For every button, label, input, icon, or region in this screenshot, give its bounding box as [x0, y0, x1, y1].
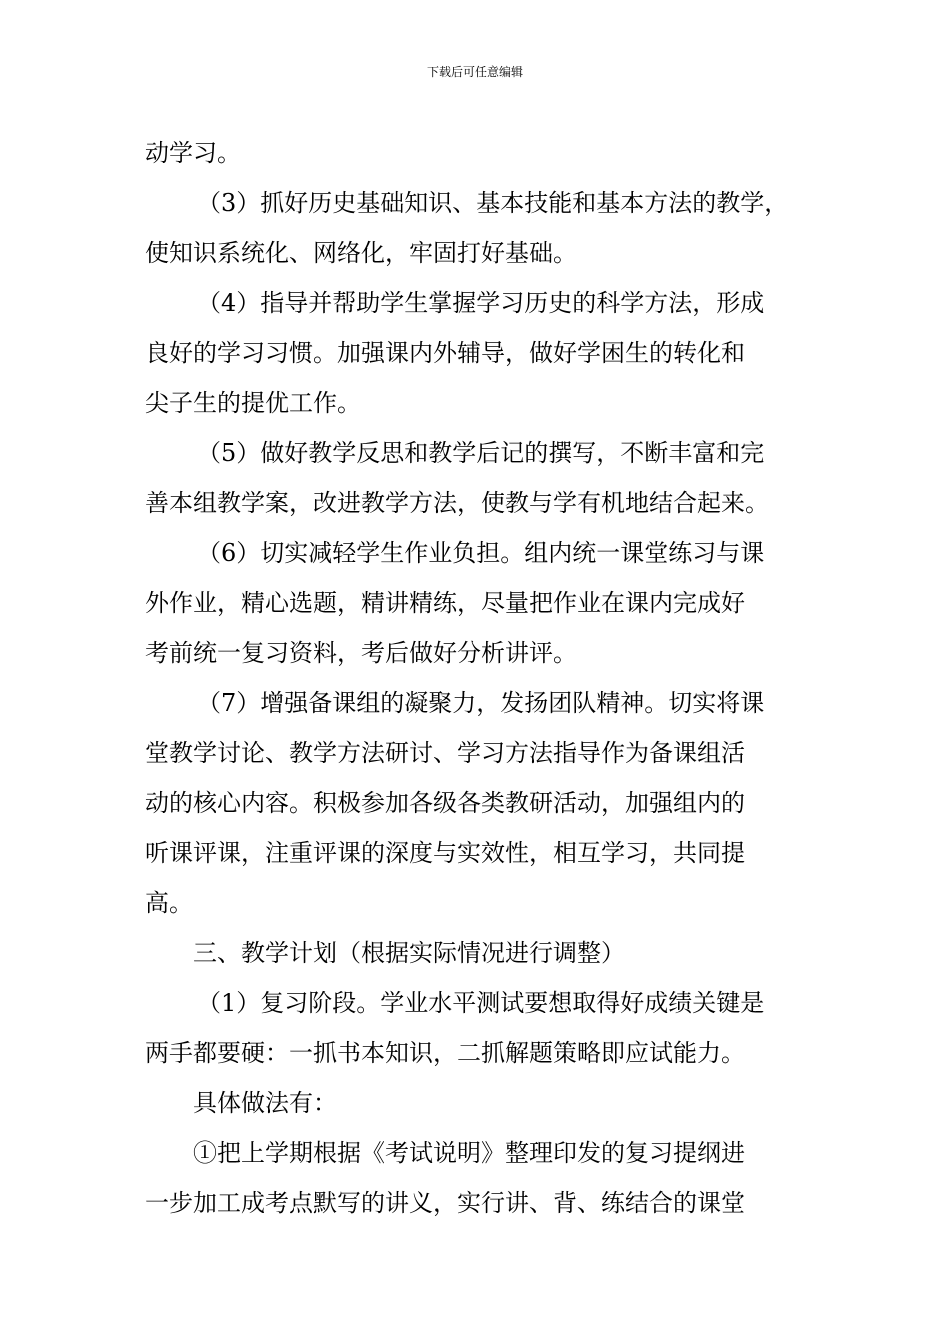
document-body [145, 128, 810, 1228]
text-line: 外作业，精心选题，精讲精练，尽量把作业在课内完成好 [145, 589, 745, 617]
text-line: 听课评课，注重评课的深度与实效性，相互学习，共同提 [145, 839, 745, 867]
text-line: 善本组教学案，改进教学方法，使教与学有机地结合起来。 [145, 489, 769, 517]
text-line: 考前统一复习资料，考后做好分析讲评。 [145, 639, 577, 667]
text-line-methods: 具体做法有： [193, 1089, 337, 1117]
text-line: 高。 [145, 889, 193, 917]
paragraph-3-start: （3）抓好历史基础知识、基本技能和基本方法的教学， [197, 189, 789, 217]
paragraph-4-start: （4）指导并帮助学生掌握学习历史的科学方法，形成 [197, 289, 765, 317]
paragraph-6-start: （6）切实减轻学生作业负担。组内统一课堂练习与课 [197, 539, 765, 567]
page-header: 下载后可任意编辑 [426, 65, 523, 79]
text-line: 尖子生的提优工作。 [145, 389, 361, 417]
text-line: 良好的学习习惯。加强课内外辅导，做好学困生的转化和 [145, 339, 745, 367]
text-line: 两手都要硬：一抓书本知识，二抓解题策略即应试能力。 [145, 1039, 745, 1067]
paragraph-item-1-start: ①把上学期根据《考试说明》整理印发的复习提纲进 [193, 1139, 745, 1167]
text-line: 堂教学讨论、教学方法研讨、学习方法指导作为备课组活 [145, 739, 745, 767]
text-line: 动的核心内容。积极参加各级各类教研活动，加强组内的 [145, 789, 745, 817]
paragraph-5-start: （5）做好教学反思和教学后记的撰写，不断丰富和完 [197, 439, 765, 467]
paragraph-review-start: （1）复习阶段。学业水平测试要想取得好成绩关键是 [197, 989, 765, 1017]
text-line: 使知识系统化、网络化，牢固打好基础。 [145, 239, 577, 267]
text-line: 动学习。 [145, 139, 241, 167]
section-heading-teaching-plan: 三、教学计划（根据实际情况进行调整） [193, 939, 625, 967]
text-line: 一步加工成考点默写的讲义，实行讲、背、练结合的课堂 [145, 1189, 745, 1217]
paragraph-7-start: （7）增强备课组的凝聚力，发扬团队精神。切实将课 [197, 689, 765, 717]
